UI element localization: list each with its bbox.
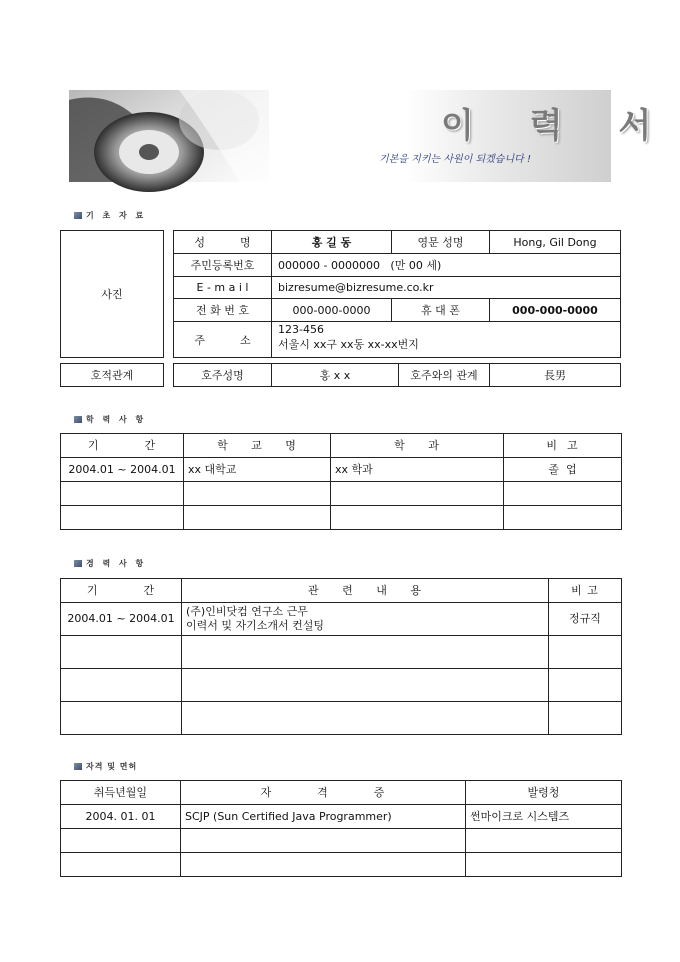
table-row xyxy=(61,636,622,669)
career-detail-line: 이력서 및 자기소개서 컨설팅 xyxy=(186,619,325,632)
email-value: bizresume@bizresume.co.kr xyxy=(271,276,621,299)
table-cell xyxy=(61,829,181,853)
table-cell xyxy=(549,702,622,735)
table-cell xyxy=(182,669,549,702)
table-cell xyxy=(549,636,622,669)
name-value: 홍 길 동 xyxy=(271,230,392,254)
section-title: 기 초 자 료 xyxy=(86,211,147,220)
table-cell xyxy=(331,482,504,506)
resident-id-label: 주민등록번호 xyxy=(173,253,272,277)
table-cell xyxy=(466,829,622,853)
column-header: 취득년월일 xyxy=(61,781,181,805)
name-label: 성 명 xyxy=(173,230,272,254)
table-cell xyxy=(182,603,549,636)
document-title: 이 력 서 xyxy=(441,106,674,146)
table-cell xyxy=(504,482,622,506)
column-header: 기 간 xyxy=(61,434,184,458)
column-header: 비 고 xyxy=(504,434,622,458)
address-value xyxy=(271,321,621,358)
table-row xyxy=(61,482,622,506)
section-title: 자격 및 면허 xyxy=(86,762,138,771)
table-cell: 2004.01 ~ 2004.01 xyxy=(61,603,182,636)
table-row xyxy=(61,603,622,636)
address-zip: 123-456 xyxy=(278,323,324,336)
section-heading-career xyxy=(74,558,146,569)
table-header-row xyxy=(61,781,622,805)
eng-name-label: 영문 성명 xyxy=(391,230,490,254)
mobile-label: 휴 대 폰 xyxy=(391,298,490,322)
header-banner xyxy=(69,90,674,182)
section-bullet-icon xyxy=(74,763,82,770)
table-cell xyxy=(182,702,549,735)
table-cell xyxy=(549,669,622,702)
table-cell xyxy=(466,853,622,877)
column-header: 발령청 xyxy=(466,781,622,805)
table-cell: 졸 업 xyxy=(504,458,622,482)
table-cell: xx 학과 xyxy=(331,458,504,482)
head-relation-value: 長男 xyxy=(489,363,621,387)
column-header: 학 과 xyxy=(331,434,504,458)
table-row xyxy=(61,458,622,482)
head-name-value: 홍 x x xyxy=(271,363,399,387)
career-table xyxy=(60,578,622,735)
resident-id-value: 000000 - 0000000 (만 00 세) xyxy=(271,253,621,277)
table-cell xyxy=(184,482,331,506)
table-cell xyxy=(181,853,466,877)
phone-label: 전 화 번 호 xyxy=(173,298,272,322)
table-cell xyxy=(61,853,181,877)
section-heading-basic xyxy=(74,210,146,221)
eng-name-value: Hong, Gil Dong xyxy=(489,230,621,254)
column-header: 관 련 내 용 xyxy=(182,579,549,603)
table-cell xyxy=(331,506,504,530)
section-heading-license xyxy=(74,761,137,772)
table-cell xyxy=(61,482,184,506)
column-header: 자 격 증 xyxy=(181,781,466,805)
table-cell: 썬마이크로 시스템즈 xyxy=(466,805,622,829)
table-cell xyxy=(182,636,549,669)
table-cell xyxy=(61,636,182,669)
table-row xyxy=(61,805,622,829)
column-header: 학 교 명 xyxy=(184,434,331,458)
photo-placeholder xyxy=(60,230,164,358)
table-cell: SCJP (Sun Certified Java Programmer) xyxy=(181,805,466,829)
section-title: 학 력 사 항 xyxy=(86,415,147,424)
column-header: 비 고 xyxy=(549,579,622,603)
section-bullet-icon xyxy=(74,560,82,567)
table-cell xyxy=(504,506,622,530)
film-reel-image xyxy=(69,90,269,182)
section-title: 경 력 사 항 xyxy=(86,559,147,568)
table-cell: 2004.01 ~ 2004.01 xyxy=(61,458,184,482)
table-row xyxy=(61,506,622,530)
section-bullet-icon xyxy=(74,212,82,219)
phone-value: 000-000-0000 xyxy=(271,298,392,322)
table-header-row xyxy=(61,579,622,603)
table-cell xyxy=(184,506,331,530)
table-row xyxy=(61,853,622,877)
head-name-label: 호주성명 xyxy=(173,363,272,387)
table-row xyxy=(61,702,622,735)
table-row xyxy=(61,669,622,702)
table-cell: 2004. 01. 01 xyxy=(61,805,181,829)
table-cell xyxy=(61,669,182,702)
table-cell: 정규직 xyxy=(549,603,622,636)
photo-label: 사진 xyxy=(101,288,123,301)
address-label: 주 소 xyxy=(173,321,272,358)
table-cell: xx 대학교 xyxy=(184,458,331,482)
mobile-value: 000-000-0000 xyxy=(489,298,621,322)
column-header: 기 간 xyxy=(61,579,182,603)
table-cell xyxy=(61,506,184,530)
section-bullet-icon xyxy=(74,416,82,423)
career-detail-line: (주)인비닷컴 연구소 근무 xyxy=(186,605,308,618)
table-cell xyxy=(61,702,182,735)
head-relation-label: 호주와의 관계 xyxy=(398,363,490,387)
table-cell xyxy=(181,829,466,853)
family-relation-label: 호적관계 xyxy=(60,363,164,387)
email-label: E - m a i l xyxy=(173,276,272,299)
section-heading-education xyxy=(74,414,146,425)
address-street: 서울시 xx구 xx동 xx-xx번지 xyxy=(278,338,419,351)
document-subtitle: 기본을 지키는 사원이 되겠습니다 ! xyxy=(379,154,531,165)
table-row xyxy=(61,829,622,853)
table-header-row xyxy=(61,434,622,458)
license-table xyxy=(60,780,622,877)
education-table xyxy=(60,433,622,530)
